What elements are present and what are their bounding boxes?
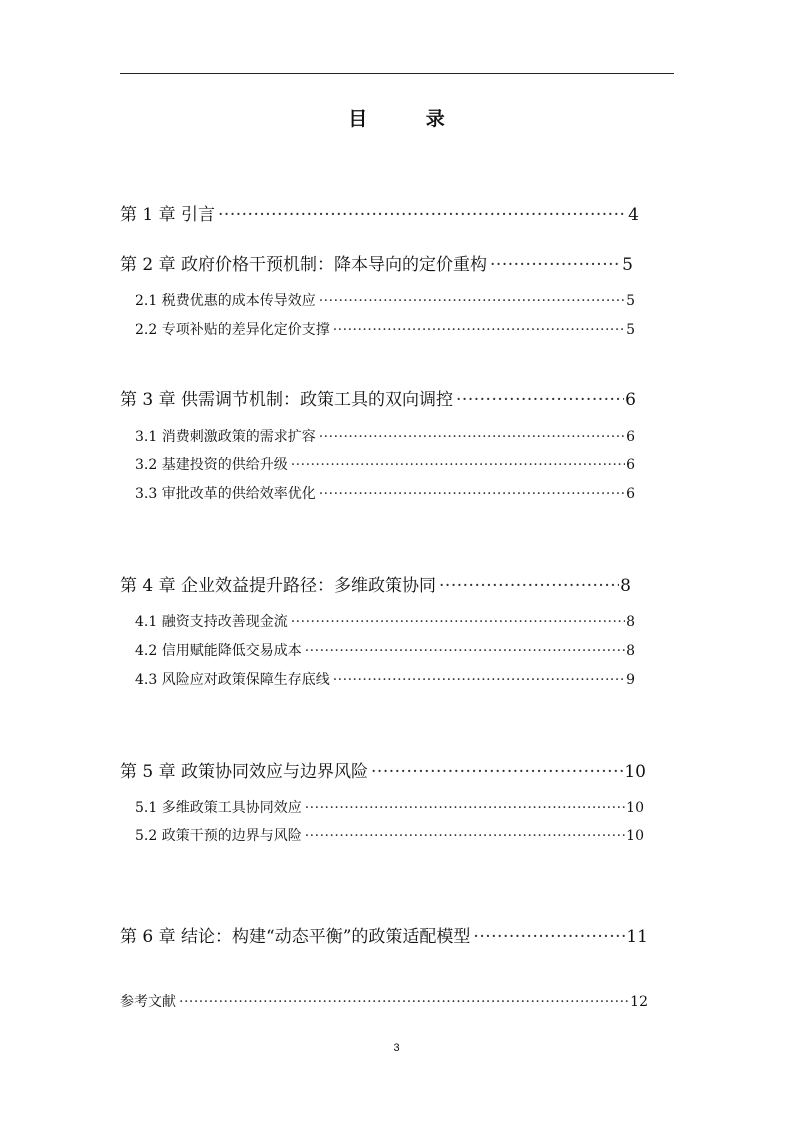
toc-entry-page: 6 (625, 390, 636, 410)
toc-entry-section-2-1[interactable] (135, 290, 635, 310)
toc-entry-label: 5.1 多维政策工具协同效应 (135, 800, 302, 816)
toc-entry-page: 8 (626, 643, 635, 659)
toc-entry-section-5-2[interactable] (135, 825, 644, 845)
toc-entry-section-3-3[interactable] (135, 483, 635, 503)
toc-entry-page: 6 (626, 457, 635, 473)
toc-leader-dots (319, 293, 625, 309)
toc-entry-label: 2.1 税费优惠的成本传导效应 (135, 293, 316, 309)
toc-entry-label: 第 5 章 政策协同效应与边界风险 (120, 762, 369, 782)
toc-entry-page: 8 (620, 576, 631, 596)
toc-entry-page: 9 (626, 672, 635, 688)
toc-entry-label: 第 2 章 政府价格干预机制：降本导向的定价重构 (120, 255, 488, 275)
toc-entry-page: 5 (622, 255, 633, 275)
toc-entry-chapter-5[interactable] (120, 757, 646, 782)
toc-entry-section-4-3[interactable] (135, 669, 635, 689)
toc-entry-label: 参考文献 (120, 994, 176, 1010)
toc-leader-dots (371, 762, 623, 782)
toc-entry-chapter-1[interactable] (120, 200, 639, 225)
toc-entry-page: 6 (626, 429, 635, 445)
toc-entry-label: 3.3 审批改革的供给效率优化 (135, 486, 316, 502)
toc-entry-label: 第 3 章 供需调节机制：政策工具的双向调控 (120, 390, 454, 410)
toc-entry-page: 8 (626, 614, 635, 630)
toc-leader-dots (456, 390, 624, 410)
toc-entry-label: 3.1 消费刺激政策的需求扩容 (135, 429, 316, 445)
toc-leader-dots (319, 486, 625, 502)
toc-entry-page: 12 (630, 994, 648, 1010)
toc-entry-chapter-2[interactable] (120, 250, 633, 275)
toc-entry-label: 第 4 章 企业效益提升路径：多维政策协同 (120, 576, 437, 596)
toc-leader-dots (305, 800, 625, 816)
toc-entry-chapter-3[interactable] (120, 385, 636, 410)
toc-entry-page: 10 (626, 828, 644, 844)
toc-entry-label: 4.2 信用赋能降低交易成本 (135, 643, 302, 659)
toc-entry-label: 2.2 专项补贴的差异化定价支撑 (135, 322, 330, 338)
toc-leader-dots (490, 255, 621, 275)
toc-leader-dots (305, 643, 625, 659)
toc-entry-section-2-2[interactable] (135, 319, 635, 339)
toc-entry-references[interactable] (120, 991, 648, 1011)
toc-entry-section-4-1[interactable] (135, 611, 635, 631)
toc-leader-dots (473, 927, 625, 947)
toc-leader-dots (179, 994, 629, 1010)
toc-leader-dots (333, 672, 625, 688)
toc-leader-dots (319, 429, 625, 445)
toc-leader-dots (305, 828, 625, 844)
toc-entry-section-5-1[interactable] (135, 797, 644, 817)
header-rule (120, 73, 674, 74)
toc-leader-dots (333, 322, 625, 338)
toc-title: 目 录 (348, 108, 471, 130)
toc-entry-label: 第 1 章 引言 (120, 205, 216, 225)
toc-entry-label: 4.1 融资支持改善现金流 (135, 614, 288, 630)
toc-entry-page: 4 (628, 205, 639, 225)
page-number: 3 (393, 1042, 400, 1054)
toc-entry-section-4-2[interactable] (135, 640, 635, 660)
toc-entry-page: 11 (626, 927, 648, 947)
toc-leader-dots (218, 205, 627, 225)
toc-leader-dots (291, 614, 625, 630)
toc-entry-label: 5.2 政策干预的边界与风险 (135, 828, 302, 844)
toc-entry-label: 4.3 风险应对政策保障生存底线 (135, 672, 330, 688)
toc-entry-page: 10 (624, 762, 646, 782)
toc-entry-section-3-1[interactable] (135, 426, 635, 446)
toc-entry-label: 第 6 章 结论：构建“动态平衡”的政策适配模型 (120, 927, 471, 947)
toc-leader-dots (291, 457, 625, 473)
toc-entry-page: 5 (626, 293, 635, 309)
toc-entry-page: 5 (626, 322, 635, 338)
toc-entry-chapter-6[interactable] (120, 922, 648, 947)
toc-entry-chapter-4[interactable] (120, 571, 631, 596)
toc-entry-label: 3.2 基建投资的供给升级 (135, 457, 288, 473)
toc-leader-dots (439, 576, 619, 596)
toc-entry-page: 6 (626, 486, 635, 502)
toc-entry-page: 10 (626, 800, 644, 816)
toc-entry-section-3-2[interactable] (135, 454, 635, 474)
